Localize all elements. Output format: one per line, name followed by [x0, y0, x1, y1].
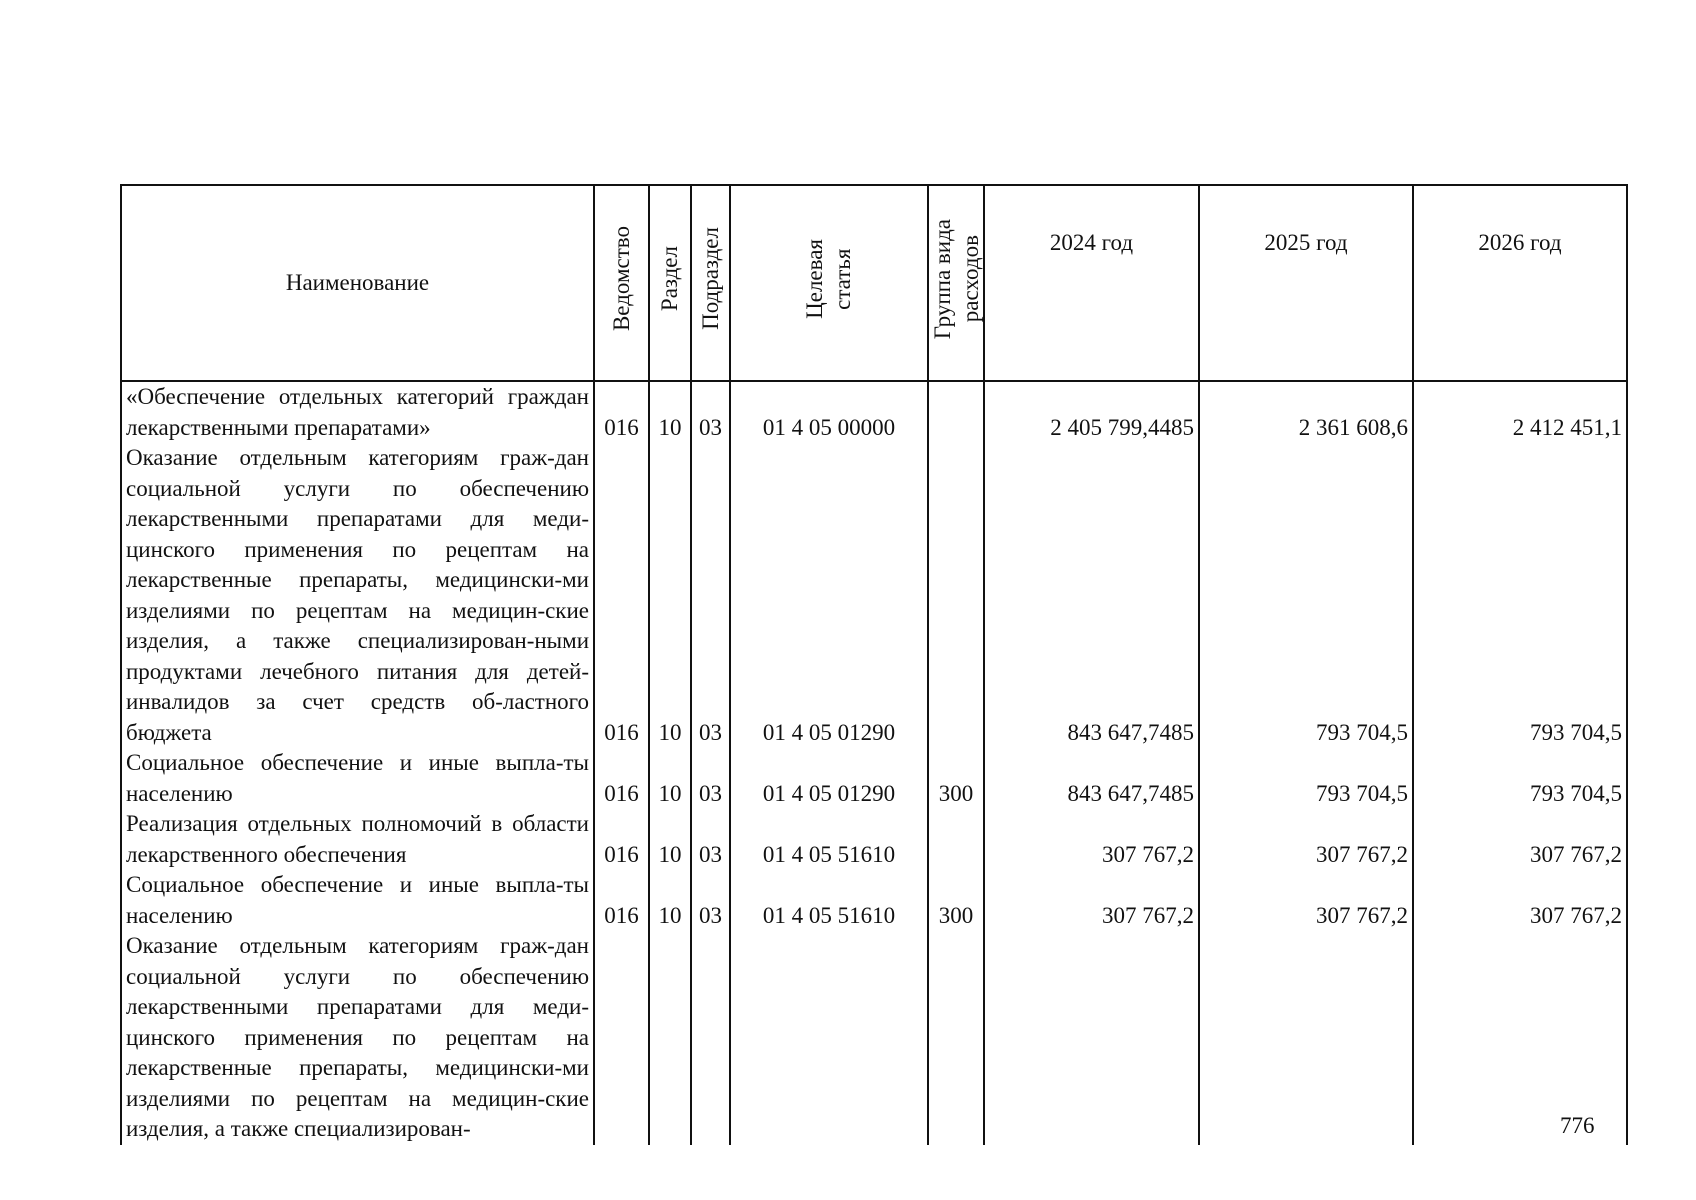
row-2024: 843 647,7485 [984, 748, 1199, 809]
header-celevaya: Целевая статья [730, 185, 928, 381]
row-podrazdel: 03 [691, 748, 730, 809]
table-row [121, 931, 1627, 1145]
row-podrazdel: 03 [691, 870, 730, 931]
row-name: Социальное обеспечение и иные выпла-ты населению [121, 748, 594, 809]
row-podrazdel: 03 [691, 443, 730, 748]
row-2026: 2 412 451,1 [1413, 381, 1627, 443]
row-podrazdel [691, 931, 730, 1145]
row-razdel: 10 [649, 748, 691, 809]
row-gruppa [928, 809, 984, 870]
row-celevaya: 01 4 05 01290 [730, 443, 928, 748]
row-name: «Обеспечение отдельных категорий граждан лекарственными препаратами» [121, 381, 594, 443]
row-2026: 793 704,5 [1413, 748, 1627, 809]
row-gruppa: 300 [928, 870, 984, 931]
row-celevaya: 01 4 05 51610 [730, 809, 928, 870]
row-vedomstvo: 016 [594, 809, 649, 870]
row-gruppa: 300 [928, 748, 984, 809]
row-celevaya: 01 4 05 00000 [730, 381, 928, 443]
row-2024: 843 647,7485 [984, 443, 1199, 748]
row-2026: 307 767,2 [1413, 809, 1627, 870]
table-row [121, 809, 1627, 870]
row-podrazdel: 03 [691, 381, 730, 443]
row-vedomstvo [594, 931, 649, 1145]
row-gruppa [928, 381, 984, 443]
row-2025: 307 767,2 [1199, 870, 1413, 931]
row-name: Оказание отдельным категориям граж-дан социальной услуги по обеспечению лекарственными препаратами для меди-цинского применения по рецептам на лекарственные препараты, медицински-ми изделиями по рецептам на медицин-ские изделия, а также специализирован-ными продуктами лечебного питания для детей-инвалидов за счет средств об-ластного бюджета [121, 443, 594, 748]
table-row [121, 443, 1627, 748]
row-2024 [984, 931, 1199, 1145]
header-gruppa: Группа вида расходов [928, 185, 984, 381]
table-row [121, 748, 1627, 809]
row-vedomstvo: 016 [594, 381, 649, 443]
row-vedomstvo: 016 [594, 443, 649, 748]
row-2024: 307 767,2 [984, 809, 1199, 870]
row-celevaya: 01 4 05 51610 [730, 870, 928, 931]
row-2024: 307 767,2 [984, 870, 1199, 931]
row-gruppa [928, 931, 984, 1145]
row-podrazdel: 03 [691, 809, 730, 870]
header-2026: 2026 год [1413, 185, 1627, 381]
row-2026: 793 704,5 [1413, 443, 1627, 748]
header-name: Наименование [121, 185, 594, 381]
row-2025 [1199, 931, 1413, 1145]
row-razdel: 10 [649, 870, 691, 931]
row-name: Реализация отдельных полномочий в области лекарственного обеспечения [121, 809, 594, 870]
header-podrazdel: Подраздел [691, 185, 730, 381]
table-row [121, 381, 1627, 443]
header-2024: 2024 год [984, 185, 1199, 381]
page-number: 776 [1560, 1113, 1595, 1138]
header-vedomstvo: Ведомство [594, 185, 649, 381]
row-2025: 793 704,5 [1199, 443, 1413, 748]
row-2025: 793 704,5 [1199, 748, 1413, 809]
header-2025: 2025 год [1199, 185, 1413, 381]
row-razdel: 10 [649, 809, 691, 870]
row-razdel: 10 [649, 381, 691, 443]
row-celevaya [730, 931, 928, 1145]
row-2026: 307 767,2 [1413, 870, 1627, 931]
row-vedomstvo: 016 [594, 748, 649, 809]
header-razdel: Раздел [649, 185, 691, 381]
row-celevaya: 01 4 05 01290 [730, 748, 928, 809]
row-razdel: 10 [649, 443, 691, 748]
budget-table [120, 184, 1628, 1145]
row-name: Социальное обеспечение и иные выпла-ты населению [121, 870, 594, 931]
table-row [121, 870, 1627, 931]
row-vedomstvo: 016 [594, 870, 649, 931]
row-razdel [649, 931, 691, 1145]
row-2025: 2 361 608,6 [1199, 381, 1413, 443]
row-name: Оказание отдельным категориям граж-дан социальной услуги по обеспечению лекарственными препаратами для меди-цинского применения по рецептам на лекарственные препараты, медицински-ми изделиями по рецептам на медицин-ские изделия, а также специализирован- [121, 931, 594, 1145]
row-2024: 2 405 799,4485 [984, 381, 1199, 443]
row-gruppa [928, 443, 984, 748]
row-2026 [1413, 931, 1627, 1145]
header-row [121, 185, 1627, 381]
row-2025: 307 767,2 [1199, 809, 1413, 870]
